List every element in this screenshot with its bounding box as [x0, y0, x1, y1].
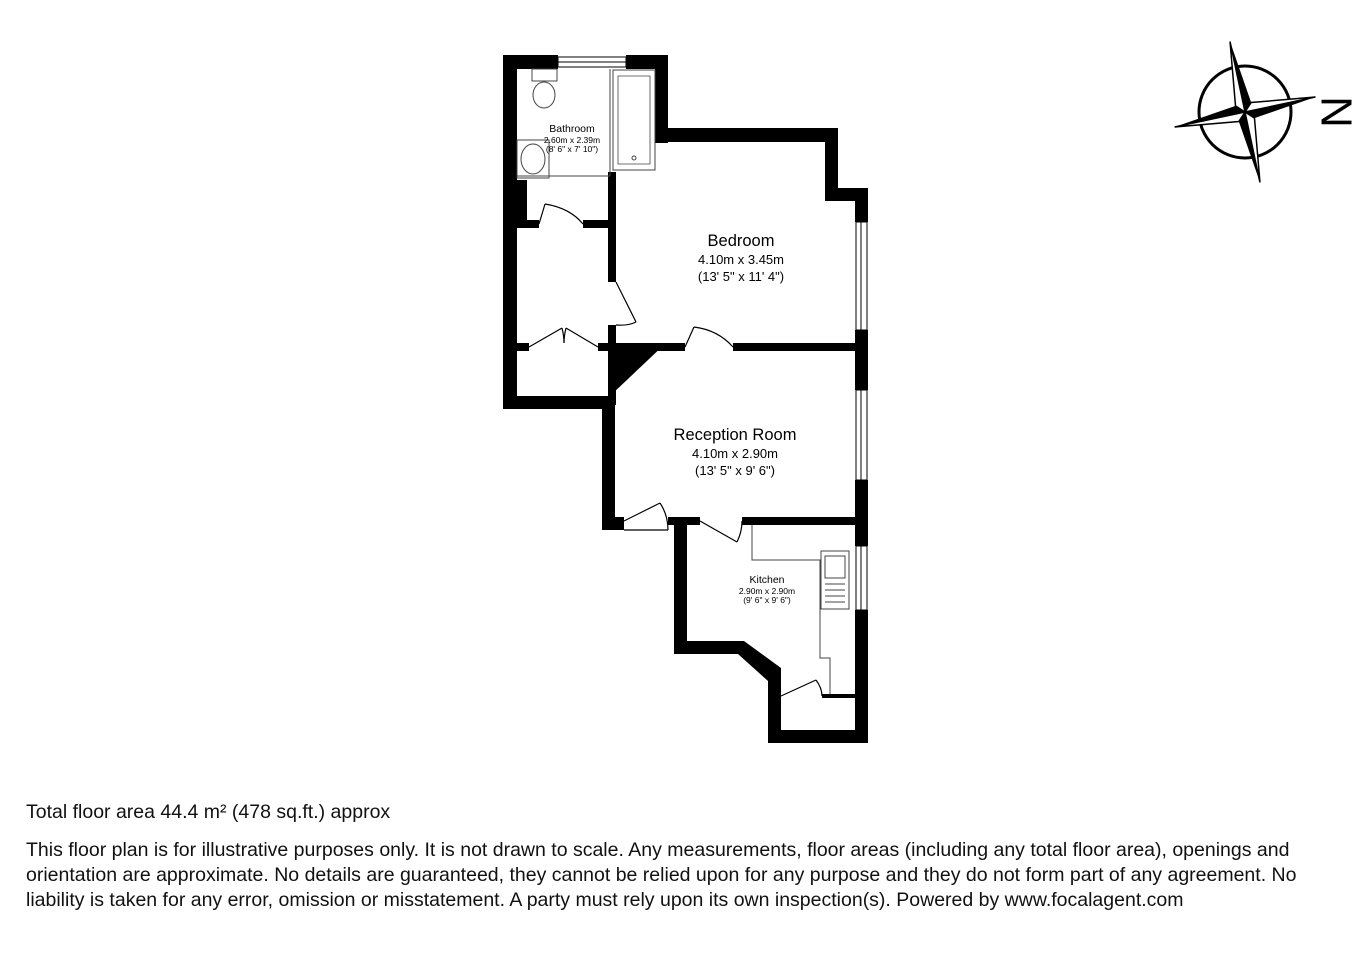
room-labels	[544, 123, 797, 605]
bathroom-metric: 2.60m x 2.39m	[543, 135, 601, 145]
reception-imperial: (13' 5" x 9' 6")	[695, 463, 775, 478]
reception-name: Reception Room	[673, 426, 797, 444]
bathroom-imperial: (8' 6" x 7' 10")	[545, 144, 599, 154]
bedroom-imperial: (13' 5" x 11' 4")	[697, 269, 785, 284]
compass-rose-icon	[1160, 27, 1362, 198]
toilet-cistern	[532, 69, 557, 81]
bedroom-name: Bedroom	[707, 232, 775, 250]
bathtub	[613, 70, 655, 170]
compass-north-letter: N	[1312, 96, 1362, 128]
toilet-bowl	[533, 82, 555, 108]
total-floor-area: Total floor area 44.4 m² (478 sq.ft.) approx	[26, 801, 391, 823]
bathroom-name: Bathroom	[549, 123, 595, 135]
disclaimer-text: This floor plan is for illustrative purposes only. It is not drawn to scale. Any measurements, floor areas (including any total floor area), openings and orientation are approximate. No details are guaranteed, they cannot be relied upon for any purpose and they do not form part of any agreement. No liability is taken for any error, omission or misstatement. A party must rely upon its own inspection(s). Powered by www.focalagent.com	[26, 839, 1297, 911]
basin	[517, 140, 549, 178]
walls	[503, 55, 868, 743]
kitchen-metric: 2.90m x 2.90m	[738, 586, 796, 596]
bedroom-metric: 4.10m x 3.45m	[698, 252, 784, 267]
kitchen-name: Kitchen	[749, 574, 785, 586]
reception-metric: 4.10m x 2.90m	[692, 446, 778, 461]
kitchen-imperial: (9' 6" x 9' 6")	[743, 595, 791, 605]
